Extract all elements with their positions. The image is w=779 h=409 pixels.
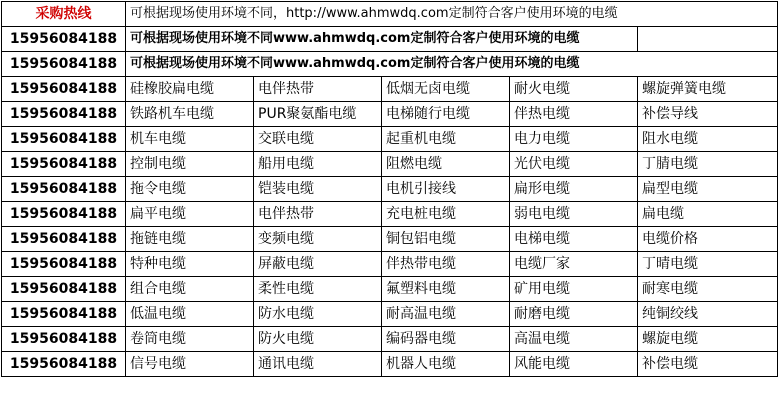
product-cell: 电缆价格 [638,227,778,252]
phone-cell: 15956084188 [2,177,126,202]
product-cell: 补偿导线 [638,102,778,127]
product-cell: 螺旋弹簧电缆 [638,77,778,102]
product-cell: 螺旋电缆 [638,327,778,352]
product-cell: 柔性电缆 [254,277,382,302]
product-cell: 耐火电缆 [510,77,638,102]
phone-cell: 15956084188 [2,227,126,252]
product-cell: 弱电电缆 [510,202,638,227]
product-cell: 光伏电缆 [510,152,638,177]
table-row [2,327,778,352]
header-note-2: 可根据现场使用环境不同www.ahmwdq.com定制符合客户使用环境的电缆 [126,52,778,77]
product-cell: 电梯随行电缆 [382,102,510,127]
phone-cell: 15956084188 [2,127,126,152]
table-row [2,102,778,127]
product-cell: 耐寒电缆 [638,277,778,302]
phone-cell: 15956084188 [2,152,126,177]
product-cell: 矿用电缆 [510,277,638,302]
table-row [2,27,778,52]
product-cell: 船用电缆 [254,152,382,177]
phone-cell: 15956084188 [2,77,126,102]
phone-cell: 15956084188 [2,302,126,327]
table-row [2,177,778,202]
header-note-1: 可根据现场使用环境不同www.ahmwdq.com定制符合客户使用环境的电缆 [126,27,638,52]
product-cell: 信号电缆 [126,352,254,377]
product-cell: 变频电缆 [254,227,382,252]
table-row [2,277,778,302]
product-cell: 氟塑料电缆 [382,277,510,302]
product-cell: 伴热电缆 [510,102,638,127]
product-cell: 电伴热带 [254,202,382,227]
product-cell: 伴热带电缆 [382,252,510,277]
phone-cell: 15956084188 [2,52,126,77]
product-cell: 交联电缆 [254,127,382,152]
product-cell: 拖链电缆 [126,227,254,252]
header-note-0: 可根据现场使用环境不同，http://www.ahmwdq.com定制符合客户使用环境的电缆 [126,2,778,27]
product-cell: PUR聚氨酯电缆 [254,102,382,127]
table-row [2,127,778,152]
phone-cell: 15956084188 [2,27,126,52]
product-cell: 丁晴电缆 [638,252,778,277]
table-row [2,302,778,327]
product-cell: 铁路机车电缆 [126,102,254,127]
product-cell: 电机引接线 [382,177,510,202]
product-cell: 耐高温电缆 [382,302,510,327]
product-cell: 控制电缆 [126,152,254,177]
product-cell: 电缆厂家 [510,252,638,277]
product-cell: 扁电缆 [638,202,778,227]
product-cell: 扁形电缆 [510,177,638,202]
purchase-hotline-label: 采购热线 [2,2,126,27]
product-cell: 高温电缆 [510,327,638,352]
phone-cell: 15956084188 [2,102,126,127]
product-cell: 屏蔽电缆 [254,252,382,277]
table-row [2,227,778,252]
product-cell: 起重机电缆 [382,127,510,152]
empty-cell [638,27,778,52]
phone-cell: 15956084188 [2,252,126,277]
product-cell: 扁平电缆 [126,202,254,227]
phone-cell: 15956084188 [2,277,126,302]
table-row [2,252,778,277]
product-cell: 低温电缆 [126,302,254,327]
product-cell: 丁腈电缆 [638,152,778,177]
phone-cell: 15956084188 [2,352,126,377]
table-row [2,352,778,377]
table-row-header [2,2,778,27]
product-cell: 通讯电缆 [254,352,382,377]
table-row [2,77,778,102]
cable-products-table [1,1,778,377]
product-cell: 扁型电缆 [638,177,778,202]
product-cell: 纯铜绞线 [638,302,778,327]
product-cell: 充电桩电缆 [382,202,510,227]
product-cell: 机器人电缆 [382,352,510,377]
product-cell: 补偿电缆 [638,352,778,377]
product-cell: 耐磨电缆 [510,302,638,327]
product-cell: 阻燃电缆 [382,152,510,177]
product-cell: 卷筒电缆 [126,327,254,352]
phone-cell: 15956084188 [2,327,126,352]
table-row [2,52,778,77]
product-cell: 特种电缆 [126,252,254,277]
product-cell: 铜包铝电缆 [382,227,510,252]
product-cell: 组合电缆 [126,277,254,302]
product-cell: 防火电缆 [254,327,382,352]
product-cell: 机车电缆 [126,127,254,152]
product-cell: 风能电缆 [510,352,638,377]
product-cell: 硅橡胶扁电缆 [126,77,254,102]
table-row [2,202,778,227]
product-cell: 电梯电缆 [510,227,638,252]
product-cell: 低烟无卤电缆 [382,77,510,102]
phone-cell: 15956084188 [2,202,126,227]
product-cell: 铠装电缆 [254,177,382,202]
product-cell: 阻水电缆 [638,127,778,152]
product-cell: 防水电缆 [254,302,382,327]
product-cell: 编码器电缆 [382,327,510,352]
table-row [2,152,778,177]
product-cell: 电力电缆 [510,127,638,152]
product-cell: 电伴热带 [254,77,382,102]
table-body [2,2,778,377]
product-cell: 拖令电缆 [126,177,254,202]
